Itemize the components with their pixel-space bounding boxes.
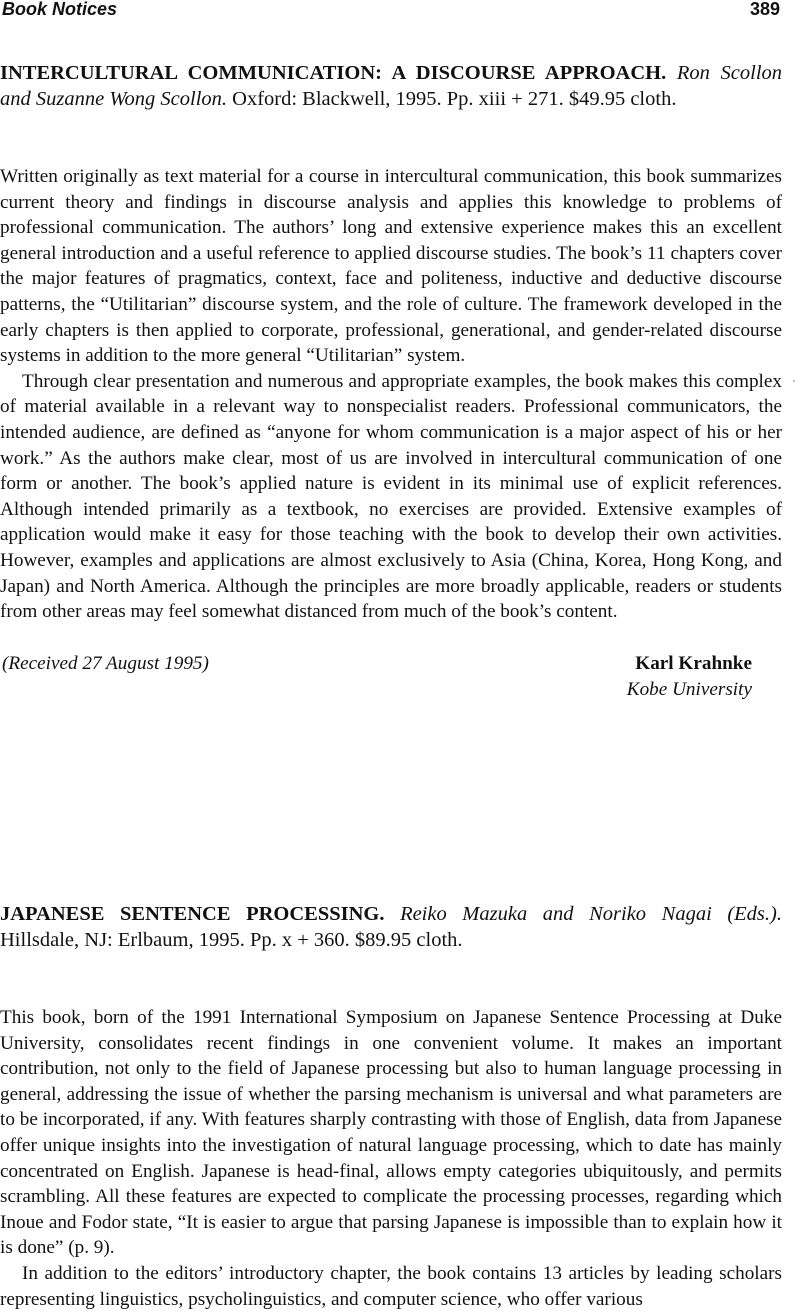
received-date: (Received 27 August 1995) <box>2 652 209 674</box>
book-notice-1 <box>0 60 782 707</box>
notice-header <box>0 60 782 112</box>
section-title: Book Notices <box>2 0 118 19</box>
reviewer-name: Karl Krahnke <box>635 652 752 674</box>
reviewer-affiliation: Kobe University <box>626 678 752 700</box>
reviewer <box>627 651 752 703</box>
book-notice-2 <box>0 901 782 1312</box>
book-publication: Hillsdale, NJ: Erlbaum, 1995. Pp. x + 360. $89.95 cloth. <box>0 929 463 951</box>
book-title: INTERCULTURAL COMMUNICATION: A DISCOURSE APPROACH. <box>0 62 667 84</box>
book-title: JAPANESE SENTENCE PROCESSING. <box>0 903 385 925</box>
notice-body <box>0 1005 782 1312</box>
book-publication: Oxford: Blackwell, 1995. Pp. xiii + 271. $49.95 cloth. <box>232 88 677 110</box>
notice-header <box>0 901 782 953</box>
running-head <box>2 0 780 22</box>
body-paragraph: This book, born of the 1991 International Symposium on Japanese Sentence Processing at Duke University, consolidates recent findings in one convenient volume. It makes an important contribution, not only to the field of Japanese processing but also to human language processing in general, addressing the issue of whether the parsing mechanism is universal and what parameters are to be incorporated, if any. With features sharply contrasting with those of English, data from Japanese offer unique insights into the investigation of natural language processing, which to date has mainly concentrated on English. Japanese is head-final, allows empty categories ubiquitously, and permits scrambling. All these features are expected to complicate the processing processes, regarding which Inoue and Fodor state, “It is easier to argue that parsing Japanese is impossible than to explain how it is done” (p. 9). <box>0 1007 782 1259</box>
book-authors: Ron Scollon and Suzanne Wong Scollon. <box>0 62 783 110</box>
page-number: 389 <box>749 0 780 19</box>
review-signoff <box>0 651 782 707</box>
body-paragraph: In addition to the editors’ introductory chapter, the book contains 13 articles by leading scholars representing linguistics, psycholinguistics, and computer science, who offer various <box>0 1262 782 1310</box>
scan-mark <box>793 380 795 382</box>
body-paragraph: Through clear presentation and numerous and appropriate examples, the book makes this complex of material available in a relevant way to nonspecialist readers. Professional communicators, the intended audience, are defined as “anyone for whom communication is a major aspect of his or her work.” As the authors make clear, most of us are involved in intercultural communication of one form or another. The book’s applied nature is evident in its minimal use of explicit references. Although intended primarily as a textbook, no exercises are provided. Extensive examples of application would make it easy for those teaching with the book to develop their own activities. However, examples and applications are almost exclusively to Asia (China, Korea, Hong Kong, and Japan) and North America. Although the principles are more broadly applicable, readers or students from other areas may feel somewhat distanced from much of the book’s content. <box>0 370 782 623</box>
body-paragraph: Written originally as text material for a course in intercultural communication, this book summarizes current theory and findings in discourse analysis and applies this knowledge to problems of professional communication. The authors’ long and extensive experience makes this an excellent general introduction and a useful reference to applied discourse studies. The book’s 11 chapters cover the major features of pragmatics, context, face and politeness, inductive and deductive discourse patterns, the “Utilitarian” discourse system, and the role of culture. The framework developed in the early chapters is then applied to corporate, professional, generational, and gender-related discourse systems in addition to the more general “Utilitarian” system. <box>0 166 782 367</box>
book-authors: Reiko Mazuka and Noriko Nagai (Eds.). <box>400 903 782 925</box>
notice-body <box>0 164 782 625</box>
